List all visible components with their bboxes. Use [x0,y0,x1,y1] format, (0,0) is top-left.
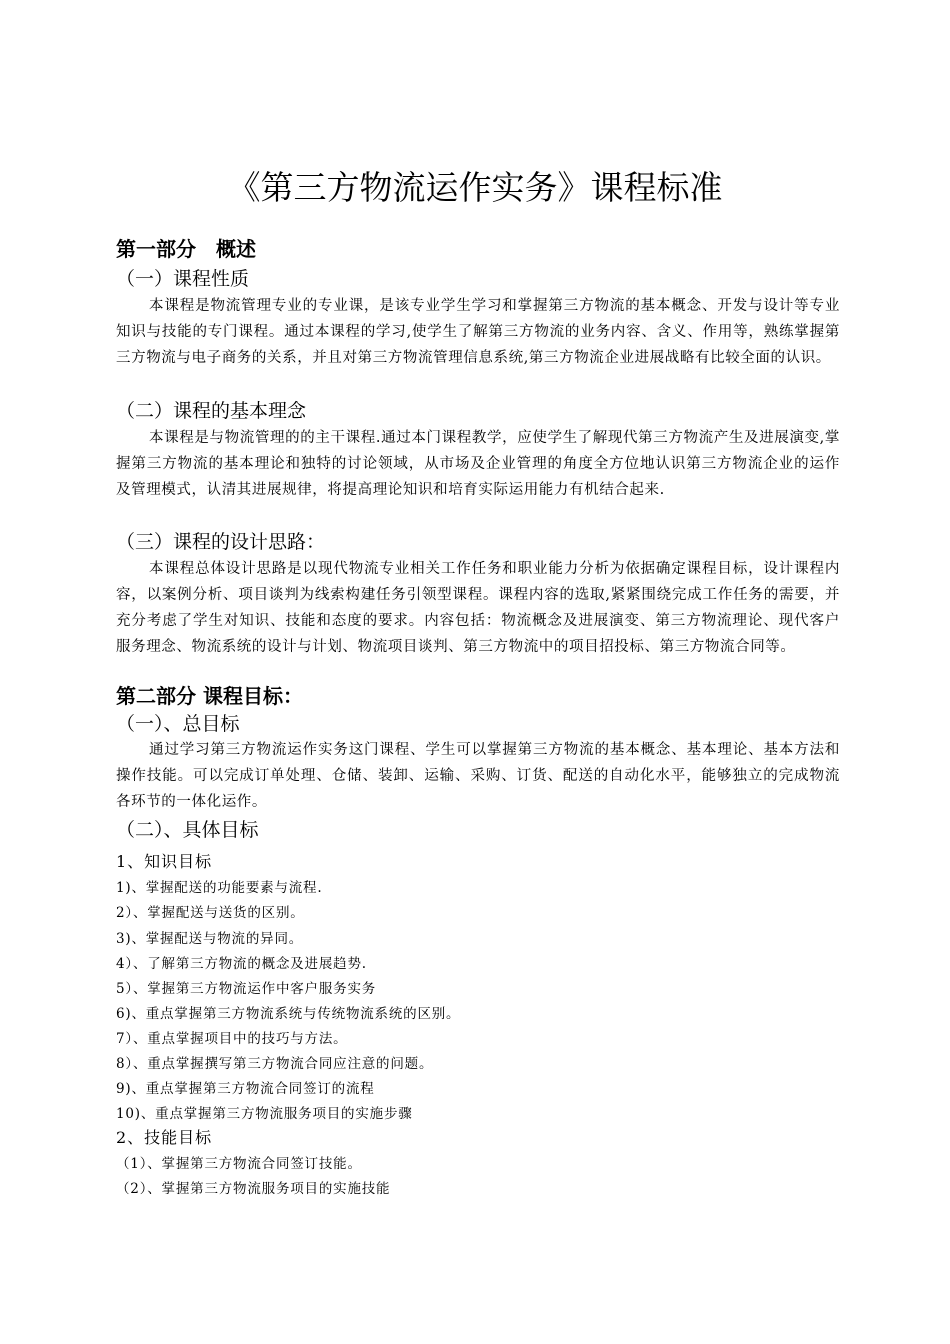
knowledge-item: 10)、重点掌握第三方物流服务项目的实施步骤 [116,1106,413,1122]
knowledge-goal-heading: 1、知识目标 [116,852,213,871]
knowledge-item: 2）、掌握配送与送货的区别。 [116,905,305,921]
section-overall-goal-text: 通过学习第三方物流运作实务这门课程、学生可以掌握第三方物流的基本概念、基本理论、基本方法和操作技能。可以完成订单处理、仓储、装卸、运输、采购、订货、配送的自动化水平，能够独立的完成物流各环节的一体化运作。 [116,742,840,810]
section-course-nature-heading: （一）课程性质 [116,268,250,290]
knowledge-item: 9)、重点掌握第三方物流合同签订的流程 [116,1081,375,1097]
section-design-idea-text: 本课程总体设计思路是以现代物流专业相关工作任务和职业能力分析为依据确定课程目标，设计课程内容，以案例分析、项目谈判为线索构建任务引领型课程。课程内容的选取,紧紧围绕完成工作任务的需要，并充分考虑了学生对知识、技能和态度的要求。内容包括：物流概念及进展演变、第三方物流理论、现代客户服务理念、物流系统的设计与计划、物流项目谈判、第三方物流中的项目招投标、第三方物流合同等。 [116,561,840,655]
knowledge-item: 5）、掌握第三方物流运作中客户服务实务 [116,981,377,997]
knowledge-item: 3)、掌握配送与物流的异同。 [116,931,304,947]
document-title: 《第三方物流运作实务》课程标准 [227,168,723,207]
section-design-idea-heading: （三）课程的设计思路： [116,531,326,553]
knowledge-item: 7）、重点掌握项目中的技巧与方法。 [116,1031,348,1047]
part1-heading: 第一部分 概述 [116,237,256,261]
skill-goal-heading: 2、技能目标 [116,1128,213,1147]
part2-heading: 第二部分 课程目标： [116,684,303,708]
section-specific-goal-heading: （二）、具体目标 [116,819,259,841]
section-course-nature-text: 本课程是物流管理专业的专业课，是该专业学生学习和掌握第三方物流的基本概念、开发与设计等专业知识与技能的专门课程。通过本课程的学习,使学生了解第三方物流的业务内容、含义、作用等，熟练掌握第三方物流与电子商务的关系，并且对第三方物流管理信息系统,第三方物流企业进展战略有比较全面的认识。 [116,298,840,366]
knowledge-item: 4）、了解第三方物流的概念及进展趋势. [116,956,367,972]
knowledge-item: 1)、掌握配送的功能要素与流程. [116,880,323,896]
knowledge-item: 6)、重点掌握第三方物流系统与传统物流系统的区别。 [116,1006,461,1022]
section-basic-concept-text: 本课程是与物流管理的的主干课程.通过本门课程教学，应使学生了解现代第三方物流产生及进展演变,掌握第三方物流的基本理论和独特的讨论领域，从市场及企业管理的角度全方位地认识第三方物流企业的运作及管理模式，认清其进展规律，将提高理论知识和培育实际运用能力有机结合起来. [116,430,840,498]
skill-item: （1）、掌握第三方物流合同签订技能。 [116,1156,362,1172]
knowledge-item: 8）、重点掌握撰写第三方物流合同应注意的问题。 [116,1056,434,1072]
section-overall-goal-heading: （一）、总目标 [116,713,240,735]
skill-item: （2）、掌握第三方物流服务项目的实施技能 [116,1181,391,1197]
section-basic-concept-heading: （二）课程的基本理念 [116,400,307,422]
